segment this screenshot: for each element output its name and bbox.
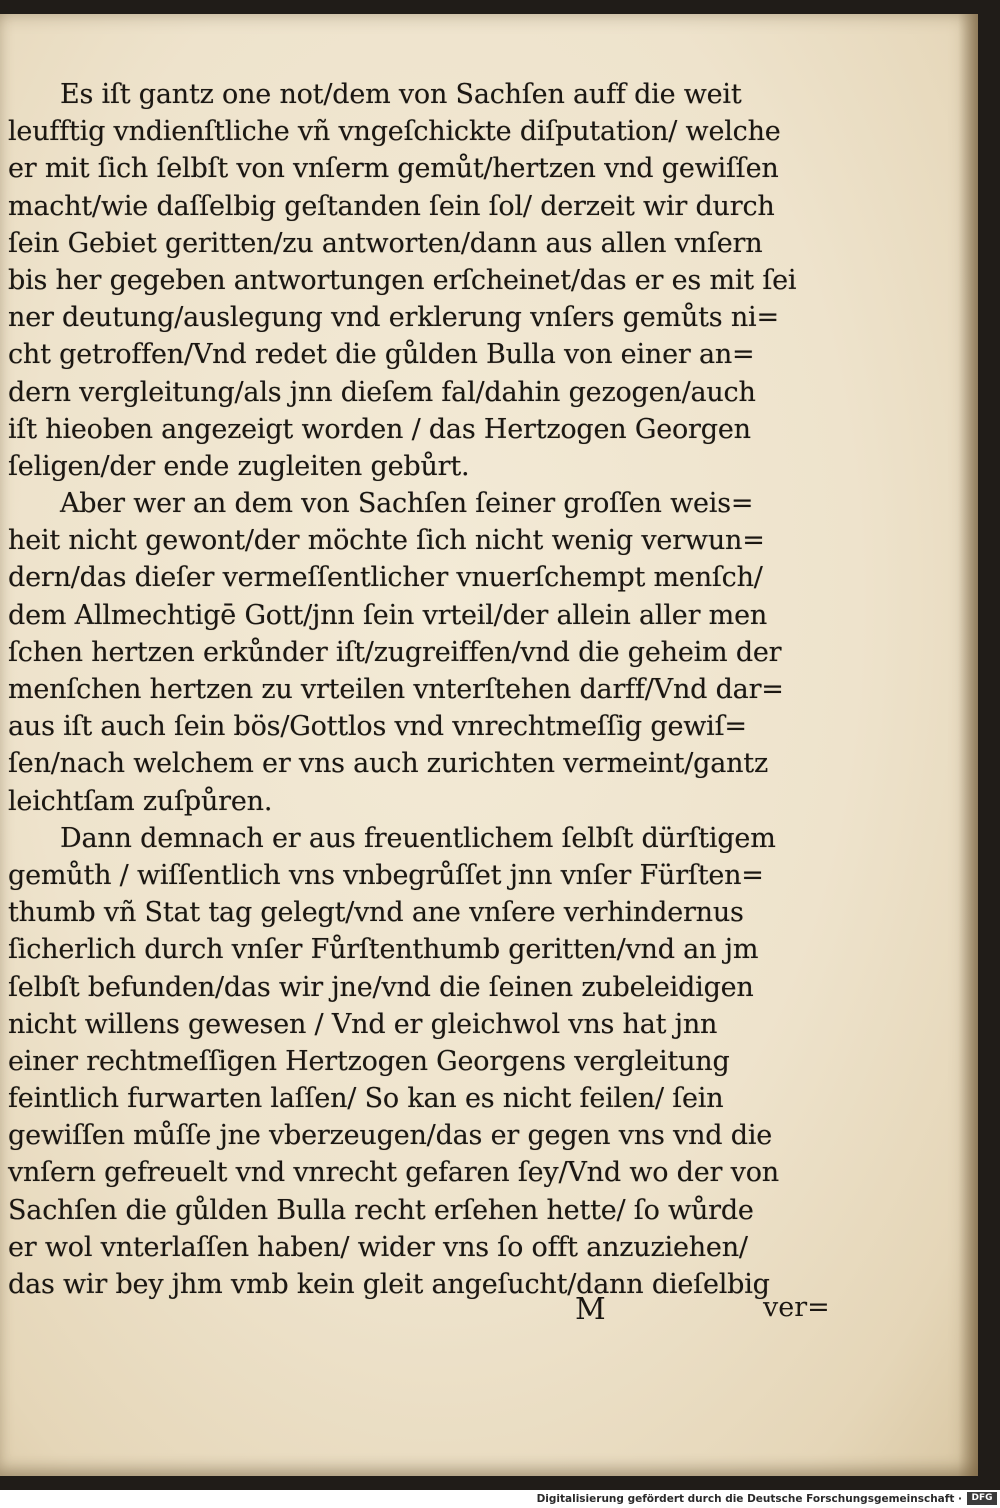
text-line: leichtſam zuſpůren. [8, 785, 273, 817]
text-line: ſeligen/der ende zugleiten gebůrt. [8, 450, 470, 482]
text-line: dern vergleitung/als jnn dieſem fal/dahin gezogen/auch [8, 376, 756, 408]
text-line: macht/wie daſſelbig geſtanden ſein ſol/ derzeit wir durch [8, 190, 775, 222]
signature-mark: M [575, 1292, 606, 1327]
dfg-logo: DFG [967, 1492, 997, 1505]
text-line: dern/das dieſer vermeſſentlicher vnuerſchempt menſch/ [8, 562, 763, 594]
text-line: gewiſſen můſſe jne vberzeugen/das er gegen vns vnd die [8, 1120, 773, 1152]
book-page [0, 14, 978, 1476]
text-line: Dann demnach er aus freuentlichem ſelbſt dürſtigem [60, 822, 776, 854]
text-line: ſen/nach welchem er vns auch zurichten vermeint/gantz [8, 748, 768, 780]
text-line: thumb vñ Stat tag gelegt/vnd ane vnſere verhindernus [8, 897, 744, 929]
text-line: cht getroffen/Vnd redet die gůlden Bulla von einer an= [8, 339, 755, 371]
text-line: iſt hieoben angezeigt worden / das Hertzogen Georgen [8, 413, 751, 445]
text-line: er mit ſich ſelbſt von vnſerm gemůt/hertzen vnd gewiſſen [8, 153, 779, 185]
text-line: er wol vnterlaſſen haben/ wider vns ſo offt anzuziehen/ [8, 1231, 748, 1263]
text-line: nicht willens gewesen / Vnd er gleichwol vns hat jnn [8, 1008, 718, 1040]
text-line: ſein Gebiet geritten/zu antworten/dann aus allen vnſern [8, 227, 763, 259]
text-line: ſchen hertzen erkůnder iſt/zugreiffen/vnd die geheim der [8, 636, 782, 668]
catchword: ver= [763, 1292, 830, 1323]
page-foot [0, 1292, 840, 1332]
text-line: leufftig vndienſtliche vñ vngeſchickte diſputation/ welche [8, 116, 781, 148]
footer-bar [0, 1490, 1000, 1508]
text-line: ner deutung/auslegung vnd erklerung vnſers gemůts ni= [8, 302, 779, 334]
text-line: gemůth / wiſſentlich vns vnbegrůſſet jnn vnſer Fürſten= [8, 859, 764, 891]
text-line: ſelbſt befunden/das wir jne/vnd die ſeinen zubeleidigen [8, 971, 754, 1003]
text-line: heit nicht gewont/der möchte ſich nicht wenig verwun= [8, 525, 765, 557]
text-line: ſicherlich durch vnſer Fůrſtenthumb geritten/vnd an jm [8, 934, 759, 966]
text-line: Aber wer an dem von Sachſen ſeiner groſſen weis= [60, 488, 754, 520]
page-edge-shadow [958, 14, 978, 1476]
text-line: vnſern gefreuelt vnd vnrecht gefaren ſey/Vnd wo der von [8, 1157, 779, 1189]
text-line: bis her gegeben antwortungen erſcheinet/das er es mit ſei [8, 264, 797, 296]
text-line: aus iſt auch ſein bös/Gottlos vnd vnrechtmeſſig gewiſ= [8, 711, 747, 743]
text-line: das wir bey jhm vmb kein gleit angeſucht/dann dieſelbig [8, 1269, 770, 1300]
text-line: feintlich furwarten laſſen/ So kan es nicht feilen/ ſein [8, 1083, 724, 1115]
body-text [8, 76, 848, 1303]
text-line: einer rechtmeſſigen Hertzogen Georgens vergleitung [8, 1045, 730, 1077]
text-line: menſchen hertzen zu vrteilen vnterſtehen darff/Vnd dar= [8, 674, 784, 705]
text-line: dem Allmechtigē Gott/jnn ſein vrteil/der allein aller men [8, 599, 768, 631]
text-line: Es iſt gantz one not/dem von Sachſen auff die weit [60, 79, 742, 110]
funding-credit: Digitalisierung gefördert durch die Deutsche Forschungsgemeinschaft · [536, 1493, 962, 1505]
text-line: Sachſen die gůlden Bulla recht erſehen hette/ ſo wůrde [8, 1194, 754, 1226]
